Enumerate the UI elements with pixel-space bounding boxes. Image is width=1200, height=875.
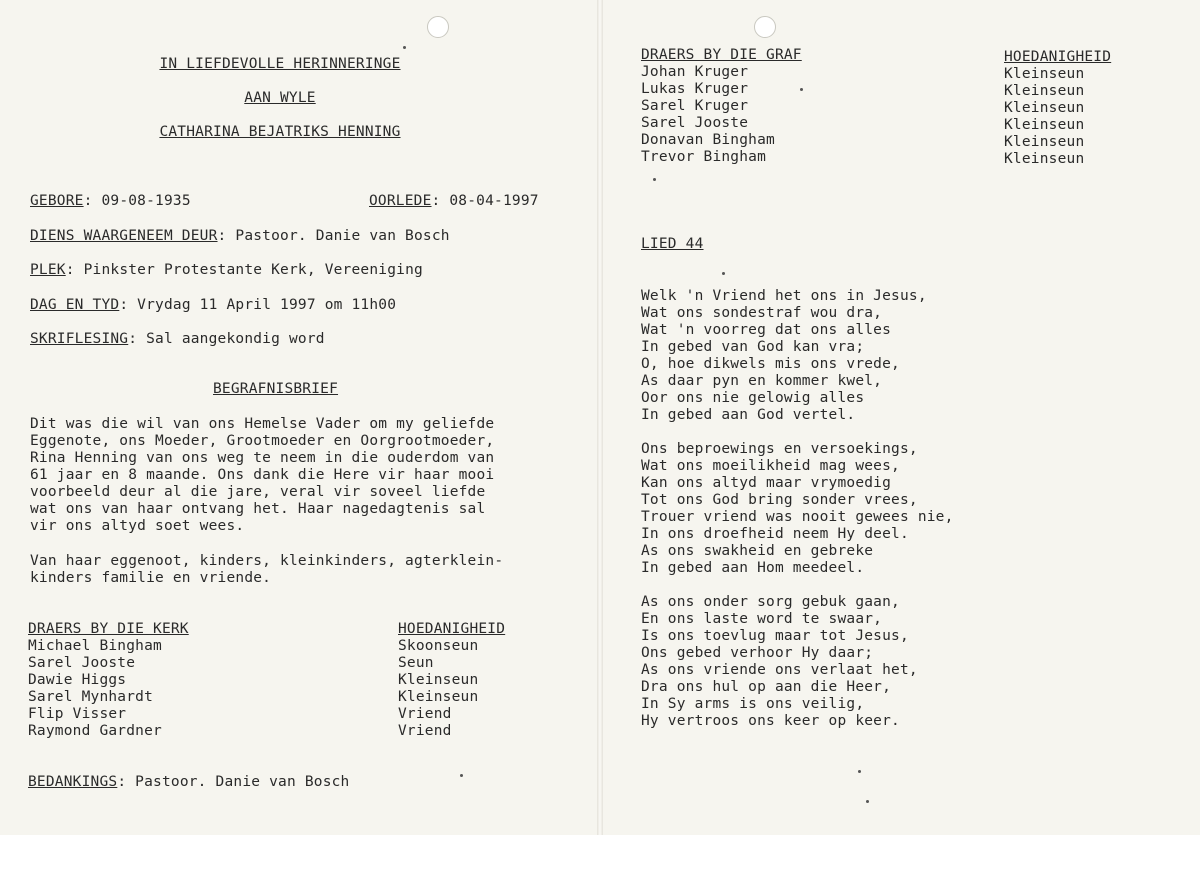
- ink-speck: [722, 272, 725, 275]
- hymn-line: In gebed van God kan vra;: [641, 339, 865, 355]
- letter-title: BEGRAFNISBRIEF: [213, 381, 339, 397]
- service-row: [30, 228, 450, 245]
- reading-value: : Sal aangekondig word: [128, 331, 325, 347]
- bearer-name: Lukas Kruger: [641, 81, 749, 97]
- bearer-name: Michael Bingham: [28, 638, 162, 654]
- ink-speck: [403, 46, 406, 49]
- thanks-value: : Pastoor. Danie van Bosch: [117, 774, 350, 790]
- grave-bearer-capacities: [1004, 66, 1084, 168]
- church-capacity-header: HOEDANIGHEID: [398, 621, 506, 637]
- hymn-line: Oor ons nie gelowig alles: [641, 390, 865, 406]
- ink-speck: [653, 178, 656, 181]
- hymn-line: Wat 'n voorreg dat ons alles: [641, 322, 892, 338]
- hymn-title: LIED 44: [641, 236, 704, 252]
- church-bearer-capacities: [398, 638, 478, 740]
- bearer-capacity: Vriend: [398, 706, 452, 722]
- punch-hole-right: [754, 16, 776, 38]
- ink-speck: [800, 88, 803, 91]
- grave-capacity-header: HOEDANIGHEID: [1004, 49, 1112, 65]
- hymn-line: In gebed aan God vertel.: [641, 407, 856, 423]
- bearer-name: Dawie Higgs: [28, 672, 127, 688]
- datetime-value: : Vrydag 11 April 1997 om 11h00: [119, 297, 397, 313]
- heading-line-2: AAN WYLE: [244, 90, 316, 106]
- church-bearers-header: DRAERS BY DIE KERK: [28, 621, 189, 637]
- bearer-capacity: Vriend: [398, 723, 452, 739]
- datetime-label: DAG EN TYD: [30, 297, 120, 313]
- reading-label: SKRIFLESING: [30, 331, 129, 347]
- bearer-capacity: Kleinseun: [1004, 151, 1085, 167]
- bearer-capacity: Kleinseun: [398, 689, 479, 705]
- service-value: : Pastoor. Danie van Bosch: [217, 228, 450, 244]
- bearer-capacity: Kleinseun: [1004, 100, 1085, 116]
- letter-line: voorbeeld deur al die jare, veral vir soveel liefde: [30, 484, 486, 500]
- bearer-name: Johan Kruger: [641, 64, 749, 80]
- punch-hole-left: [427, 16, 449, 38]
- family-line: Van haar eggenoot, kinders, kleinkinders, agterklein-: [30, 553, 504, 569]
- bearer-name: Sarel Jooste: [641, 115, 749, 131]
- place-row: [30, 262, 423, 279]
- bearer-capacity: Kleinseun: [1004, 134, 1085, 150]
- died-value: : 08-04-1997: [431, 193, 539, 209]
- hymn-line: As ons vriende ons verlaat het,: [641, 662, 918, 678]
- hymn-line: [641, 424, 954, 441]
- born-value: : 09-08-1935: [83, 193, 191, 209]
- thanks-row: [28, 774, 350, 791]
- hymn-line: Hy vertroos ons keer op keer.: [641, 713, 900, 729]
- letter-line: wat ons van haar ontvang het. Haar nagedagtenis sal: [30, 501, 486, 517]
- bearer-name: Donavan Bingham: [641, 132, 775, 148]
- bearer-name: Sarel Kruger: [641, 98, 749, 114]
- hymn-text: [641, 288, 954, 730]
- bearer-capacity: Kleinseun: [398, 672, 479, 688]
- hymn-line: En ons laste word te swaar,: [641, 611, 883, 627]
- letter-line: vir ons altyd soet wees.: [30, 518, 245, 534]
- bearer-name: Sarel Mynhardt: [28, 689, 154, 705]
- bearer-capacity: Kleinseun: [1004, 117, 1085, 133]
- bearer-capacity: Seun: [398, 655, 434, 671]
- place-label: PLEK: [30, 262, 66, 278]
- died-row: [369, 193, 539, 210]
- service-label: DIENS WAARGENEEM DEUR: [30, 228, 218, 244]
- bottom-margin: [0, 835, 1200, 875]
- hymn-line: Ons beproewings en versoekings,: [641, 441, 918, 457]
- hymn-line: [641, 577, 954, 594]
- hymn-line: Wat ons moeilikheid mag wees,: [641, 458, 900, 474]
- bearer-capacity: Kleinseun: [1004, 83, 1085, 99]
- hymn-line: As ons onder sorg gebuk gaan,: [641, 594, 900, 610]
- ink-speck: [460, 774, 463, 777]
- hymn-line: O, hoe dikwels mis ons vrede,: [641, 356, 900, 372]
- datetime-row: [30, 297, 396, 314]
- hymn-line: As ons swakheid en gebreke: [641, 543, 874, 559]
- hymn-line: Tot ons God bring sonder vrees,: [641, 492, 918, 508]
- hymn-line: Dra ons hul op aan die Heer,: [641, 679, 892, 695]
- grave-bearers-header: DRAERS BY DIE GRAF: [641, 47, 802, 63]
- family-text: [30, 553, 503, 587]
- place-value: : Pinkster Protestante Kerk, Vereeniging: [65, 262, 423, 278]
- hymn-line: As daar pyn en kommer kwel,: [641, 373, 883, 389]
- letter-line: 61 jaar en 8 maande. Ons dank die Here vir haar mooi: [30, 467, 495, 483]
- letter-line: Eggenote, ons Moeder, Grootmoeder en Oorgrootmoeder,: [30, 433, 495, 449]
- born-row: [30, 193, 191, 210]
- died-label: OORLEDE: [369, 193, 432, 209]
- hymn-line: Wat ons sondestraf wou dra,: [641, 305, 883, 321]
- hymn-line: In gebed aan Hom meedeel.: [641, 560, 865, 576]
- deceased-name: CATHARINA BEJATRIKS HENNING: [159, 124, 401, 140]
- letter-body: [30, 416, 494, 535]
- thanks-label: BEDANKINGS: [28, 774, 118, 790]
- hymn-line: Welk 'n Vriend het ons in Jesus,: [641, 288, 927, 304]
- bearer-name: Flip Visser: [28, 706, 127, 722]
- hymn-line: Ons gebed verhoor Hy daar;: [641, 645, 874, 661]
- bearer-name: Trevor Bingham: [641, 149, 767, 165]
- ink-speck: [858, 770, 861, 773]
- hymn-line: Kan ons altyd maar vrymoedig: [641, 475, 892, 491]
- bearer-name: Raymond Gardner: [28, 723, 162, 739]
- letter-line: Rina Henning van ons weg te neem in die ouderdom van: [30, 450, 495, 466]
- hymn-line: Is ons toevlug maar tot Jesus,: [641, 628, 909, 644]
- bearer-capacity: Skoonseun: [398, 638, 479, 654]
- letter-line: Dit was die wil van ons Hemelse Vader om my geliefde: [30, 416, 495, 432]
- family-line: kinders familie en vriende.: [30, 570, 272, 586]
- hymn-line: Trouer vriend was nooit gewees nie,: [641, 509, 954, 525]
- reading-row: [30, 331, 325, 348]
- ink-speck: [866, 800, 869, 803]
- bearer-name: Sarel Jooste: [28, 655, 136, 671]
- church-bearer-names: [28, 638, 162, 740]
- grave-bearer-names: [641, 64, 775, 166]
- bearer-capacity: Kleinseun: [1004, 66, 1085, 82]
- born-label: GEBORE: [30, 193, 84, 209]
- hymn-line: In Sy arms is ons veilig,: [641, 696, 865, 712]
- hymn-line: In ons droefheid neem Hy deel.: [641, 526, 909, 542]
- heading-line-1: IN LIEFDEVOLLE HERINNERINGE: [159, 56, 401, 72]
